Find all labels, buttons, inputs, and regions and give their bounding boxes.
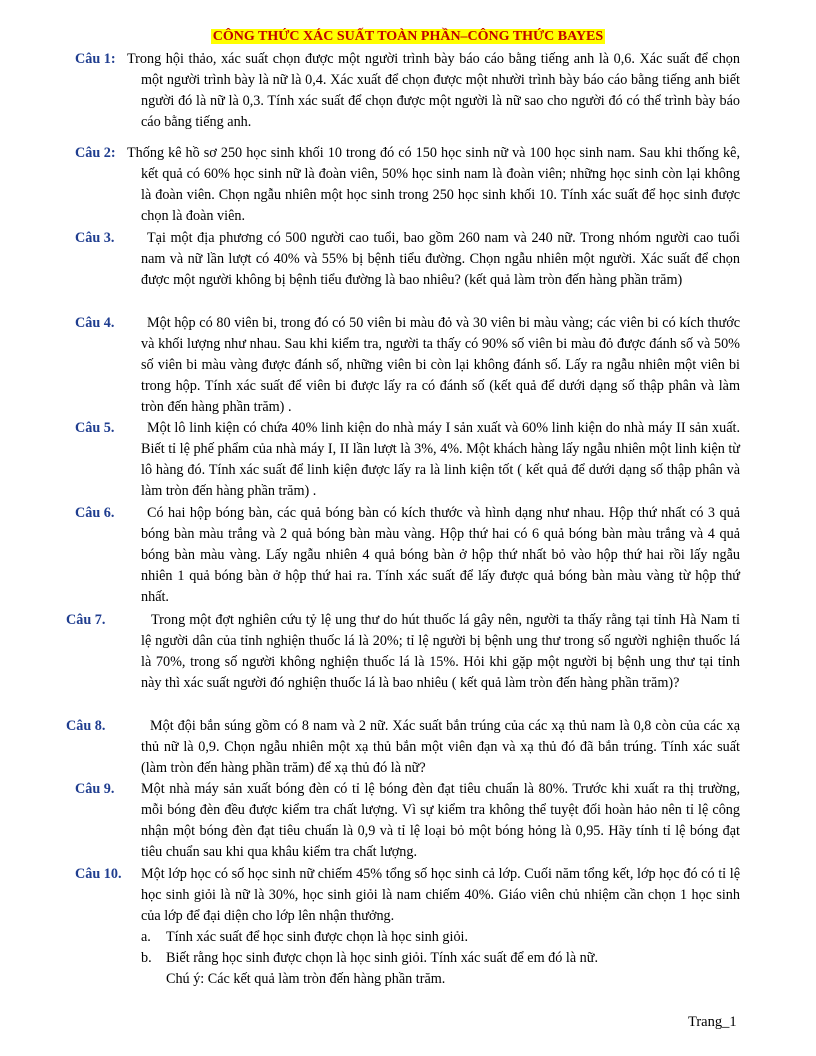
sub-item-text: Tính xác suất để học sinh được chọn là học sinh giỏi. (166, 929, 469, 945)
question-label: Câu 4. (75, 315, 115, 331)
question-5 (75, 418, 740, 502)
sub-item-marker: a. (141, 929, 151, 945)
question-label: Câu 2: (75, 145, 116, 161)
question-text: Một lớp học có số học sinh nữ chiếm 45% tổng số học sinh cả lớp. Cuối năm tổng kết, lớp học đó có tỉ lệ học sinh giỏi là nữ là 30%, học sinh giỏi là nam chiếm 40%. Giáo viên chủ nhiệm cần chọn 1 học sinh của lớp để đại diện cho lớp lên nhận thưởng. (141, 866, 740, 924)
question-label: Câu 10. (75, 866, 122, 882)
question-text: Thống kê hồ sơ 250 học sinh khối 10 trong đó có 150 học sinh nữ và 100 học sinh nam. Sau khi thống kê, kết quả có 60% học sinh nữ là đoàn viên, 50% học sinh nam là đoàn viên; những học sinh còn lại không là đoàn viên. Chọn ngẫu nhiên một học sinh trong 250 học sinh khối 10. Tính xác suất để học sinh được chọn là đoàn viên. (127, 145, 740, 224)
question-text: Trong hội thảo, xác suất chọn được một người trình bày báo cáo bằng tiếng anh là 0,6. Xác suất để chọn một người trình bày là nữ là 0,4. Xác xuất để chọn được một nhười trình bày báo cáo bằng tiếng anh biết người đó là nữ là 0,3. Tính xác suất để chọn được một người là nữ sao cho người đó có thể trình bày báo cáo bằng tiếng anh. (127, 51, 740, 130)
sub-item-b (141, 948, 740, 969)
question-label: Câu 1: (75, 51, 116, 67)
note: Chú ý: Các kết quả làm tròn đến hàng phần trăm. (166, 971, 446, 987)
question-label: Câu 8. (66, 718, 106, 734)
question-8 (66, 716, 740, 779)
sub-item-a (141, 927, 740, 948)
question-text: Có hai hộp bóng bàn, các quả bóng bàn có kích thước và hình dạng như nhau. Hộp thứ nhất có 3 quả bóng bàn màu trắng và 2 quả bóng bàn màu vàng. Hộp thứ hai có 6 quả bóng bàn màu trắng và 4 quả bóng bàn màu vàng. Lấy ngẫu nhiên 4 quả bóng bàn ở hộp thứ nhất bỏ vào hộp thứ hai rồi lấy ngẫu nhiên 1 quả bóng bàn ở hộp thứ hai ra. Tính xác suất để lấy được quả bóng bàn màu vàng từ hộp thứ nhất. (141, 505, 740, 605)
question-text: Một đội bắn súng gồm có 8 nam và 2 nữ. Xác suất bắn trúng của các xạ thủ nam là 0,8 còn của các xạ thủ nữ là 0,9. Chọn ngẫu nhiên một xạ thủ bắn một viên đạn và xạ thủ đó đã bắn trúng. Tính xác suất (làm tròn đến hàng phần trăm) để xạ thủ đó là nữ? (141, 718, 740, 776)
page-title: CÔNG THỨC XÁC SUẤT TOÀN PHẦN–CÔNG THỨC BAYES (212, 29, 604, 44)
question-label: Câu 7. (66, 612, 106, 628)
question-text: Một hộp có 80 viên bi, trong đó có 50 viên bi màu đỏ và 30 viên bi màu vàng; các viên bi có kích thước và khối lượng như nhau. Sau khi kiểm tra, người ta thấy có 90% số viên bi màu đỏ được đánh số và 50% số viên bi màu vàng được đánh số, những viên bi còn lại không đánh số. Lấy ra ngẫu nhiên một viên bi trong hộp. Tính xác suất để viên bi được lấy ra có đánh số (kết quả để dưới dạng số thập phân và làm tròn đến hàng phần trăm) . (141, 315, 740, 415)
page-number: Trang_1 (688, 1014, 737, 1030)
question-text: Tại một địa phương có 500 người cao tuổi, bao gồm 260 nam và 240 nữ. Trong nhóm người cao tuổi nam và nữ lần lượt có 40% và 55% bị bệnh tiểu đường. Chọn ngẫu nhiên một người. Xác suất để chọn được một người không bị bệnh tiểu đường là bao nhiêu? (kết quả làm tròn đến hàng phần trăm) (141, 230, 740, 288)
question-text: Một nhà máy sản xuất bóng đèn có tỉ lệ bóng đèn đạt tiêu chuẩn là 80%. Trước khi xuất ra thị trường, mỗi bóng đèn đều được kiểm tra chất lượng. Vì sự kiểm tra không thể tuyệt đối hoàn hảo nên tỉ lệ công nhận một bóng đèn đạt tiêu chuẩn là 0,9 và tỉ lệ loại bỏ một bóng hỏng là 0,95. Hãy tính tỉ lệ bóng đạt tiêu chuẩn sau khi qua khâu kiểm tra chất lượng. (141, 781, 740, 860)
question-1 (75, 49, 740, 133)
sub-item-text: Biết rằng học sinh được chọn là học sinh giỏi. Tính xác suất để em đó là nữ. (166, 950, 598, 966)
question-text: Trong một đợt nghiên cứu tỷ lệ ung thư do hút thuốc lá gây nên, người ta thấy rằng tại tỉnh Hà Nam tỉ lệ người dân của tỉnh nghiện thuốc lá là 20%; tỉ lệ người bị bệnh ung thư trong số người nghiện thuốc lá là 70%, trong số người không nghiện thuốc lá là 15%. Hỏi khi gặp một người bị bệnh ung thư tại tỉnh này thì xác suất người đó nghiện thuốc lá là bao nhiêu ( kết quả làm tròn đến hàng phần trăm)? (141, 612, 740, 691)
question-label: Câu 6. (75, 505, 115, 521)
question-label: Câu 5. (75, 420, 115, 436)
question-4 (75, 313, 740, 418)
question-10 (75, 864, 740, 927)
sub-item-marker: b. (141, 950, 152, 966)
question-3 (75, 228, 740, 291)
question-label: Câu 9. (75, 781, 115, 797)
question-text: Một lô linh kiện có chứa 40% linh kiện do nhà máy I sản xuất và 60% linh kiện do nhà máy II sản xuất. Biết tỉ lệ phế phẩm của nhà máy I, II lần lượt là 3%, 4%. Một khách hàng lấy ngẫu nhiên một linh kiện từ lô hàng đó. Tính xác suất để linh kiện được lấy ra là linh kiện tốt ( kết quả để dưới dạng số thập phân và làm tròn đến hàng phần trăm) . (141, 420, 740, 499)
question-7 (66, 610, 740, 694)
question-9 (75, 779, 740, 863)
question-6 (75, 503, 740, 608)
question-label: Câu 3. (75, 230, 115, 246)
question-2 (75, 143, 740, 227)
